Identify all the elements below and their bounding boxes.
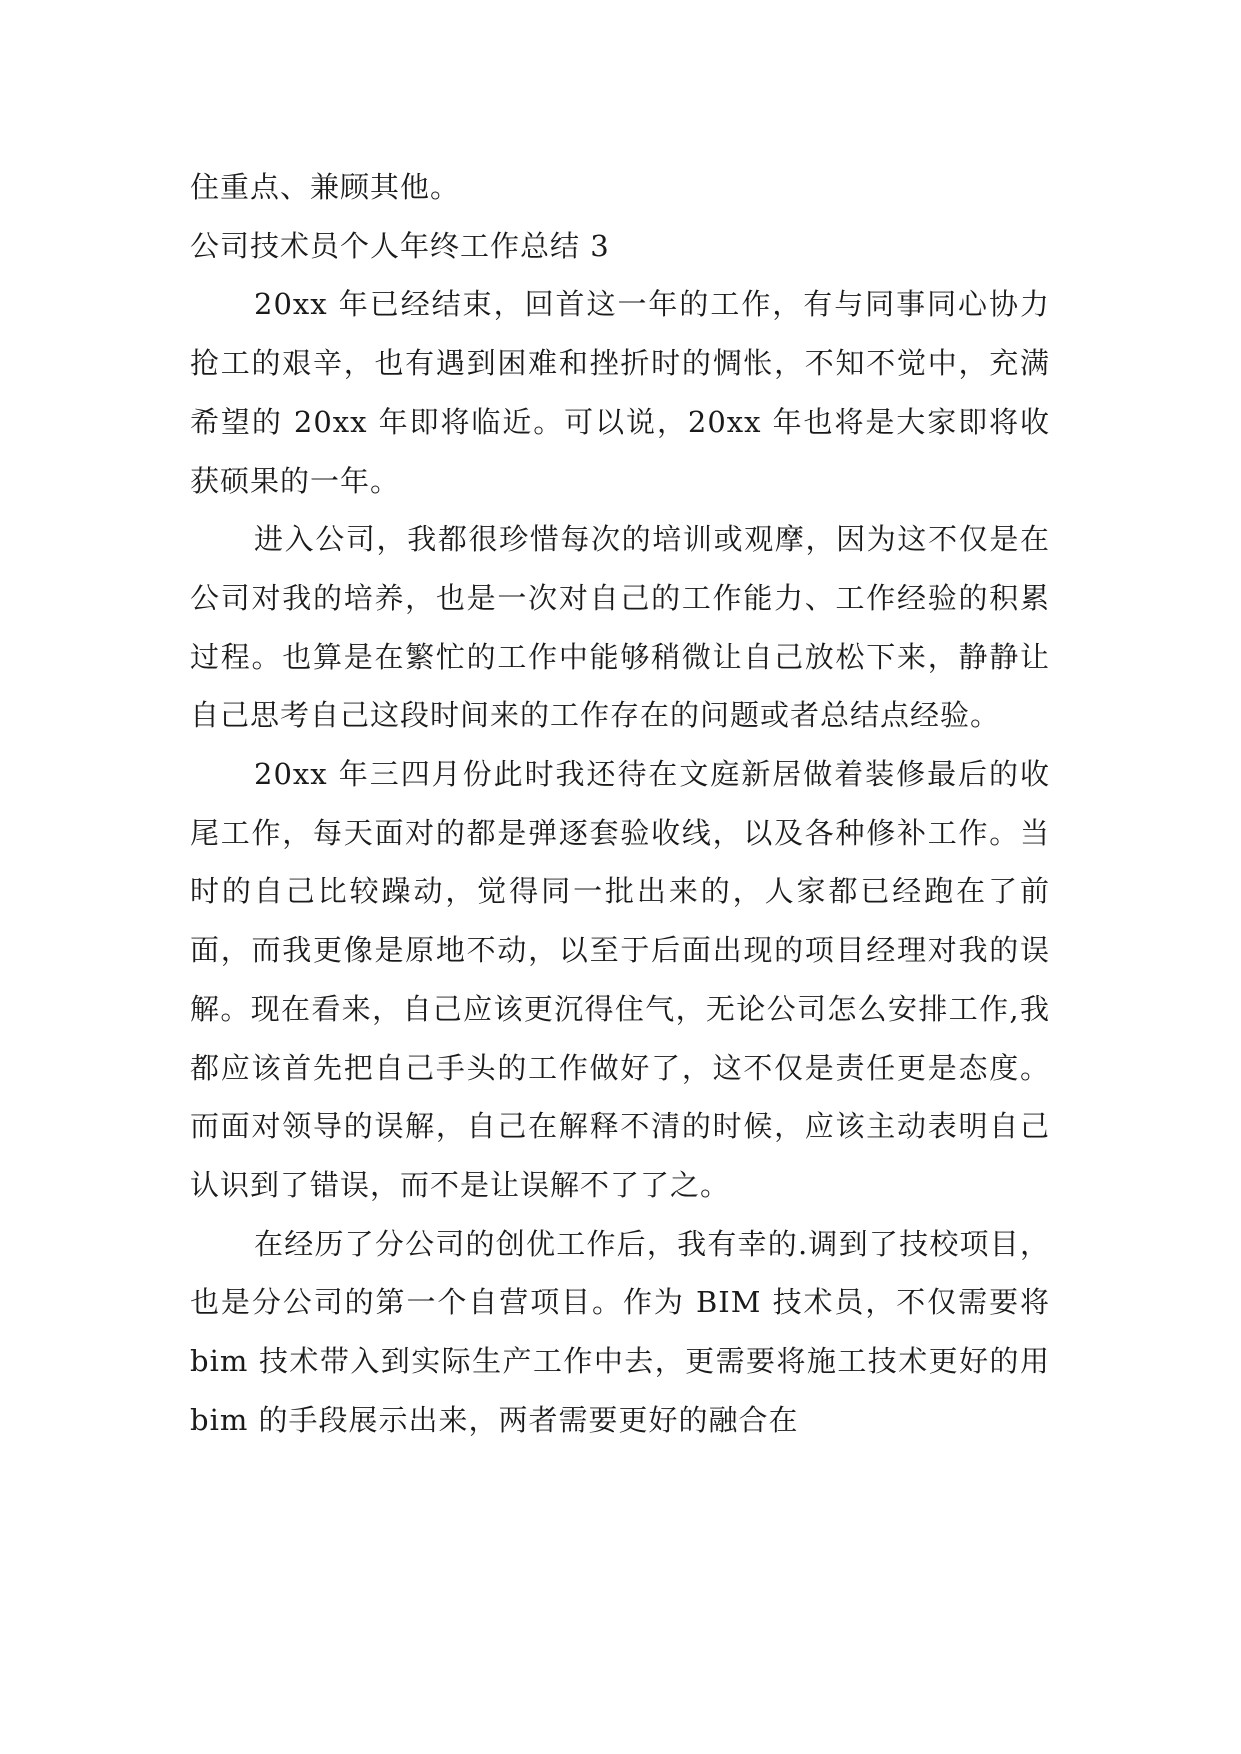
document-body [190,158,1050,1449]
paragraph-1: 20xx 年已经结束，回首这一年的工作，有与同事同心协力抢工的艰辛，也有遇到困难和挫折时的惆怅，不知不觉中，充满希望的 20xx 年即将临近。可以说，20xx 年也将是大家即将收获硕果的一年。 [190,287,1050,498]
section-title: 公司技术员个人年终工作总结 3 [190,228,610,263]
paragraph-3: 20xx 年三四月份此时我还待在文庭新居做着装修最后的收尾工作，每天面对的都是弹逐套验收线，以及各种修补工作。当时的自己比较躁动，觉得同一批出来的，人家都已经跑在了前面，而我更像是原地不动，以至于后面出现的项目经理对我的误解。现在看来，自己应该更沉得住气，无论公司怎么安排工作,我都应该首先把自己手头的工作做好了，这不仅是责任更是态度。而面对领导的误解，自己在解释不清的时候，应该主动表明自己认识到了错误，而不是让误解不了了之。 [190,757,1050,1202]
continuation-text: 住重点、兼顾其他。 [190,170,461,204]
paragraph-4: 在经历了分公司的创优工作后，我有幸的.调到了技校项目，也是分公司的第一个自营项目。作为 BIM 技术员，不仅需要将 bim 技术带入到实际生产工作中去，更需要将施工技术更好的用 bim 的手段展示出来，两者需要更好的融合在 [190,1226,1050,1437]
paragraph-2: 进入公司，我都很珍惜每次的培训或观摩，因为这不仅是在公司对我的培养，也是一次对自己的工作能力、工作经验的积累过程。也算是在繁忙的工作中能够稍微让自己放松下来，静静让自己思考自己这段时间来的工作存在的问题或者总结点经验。 [190,522,1050,733]
